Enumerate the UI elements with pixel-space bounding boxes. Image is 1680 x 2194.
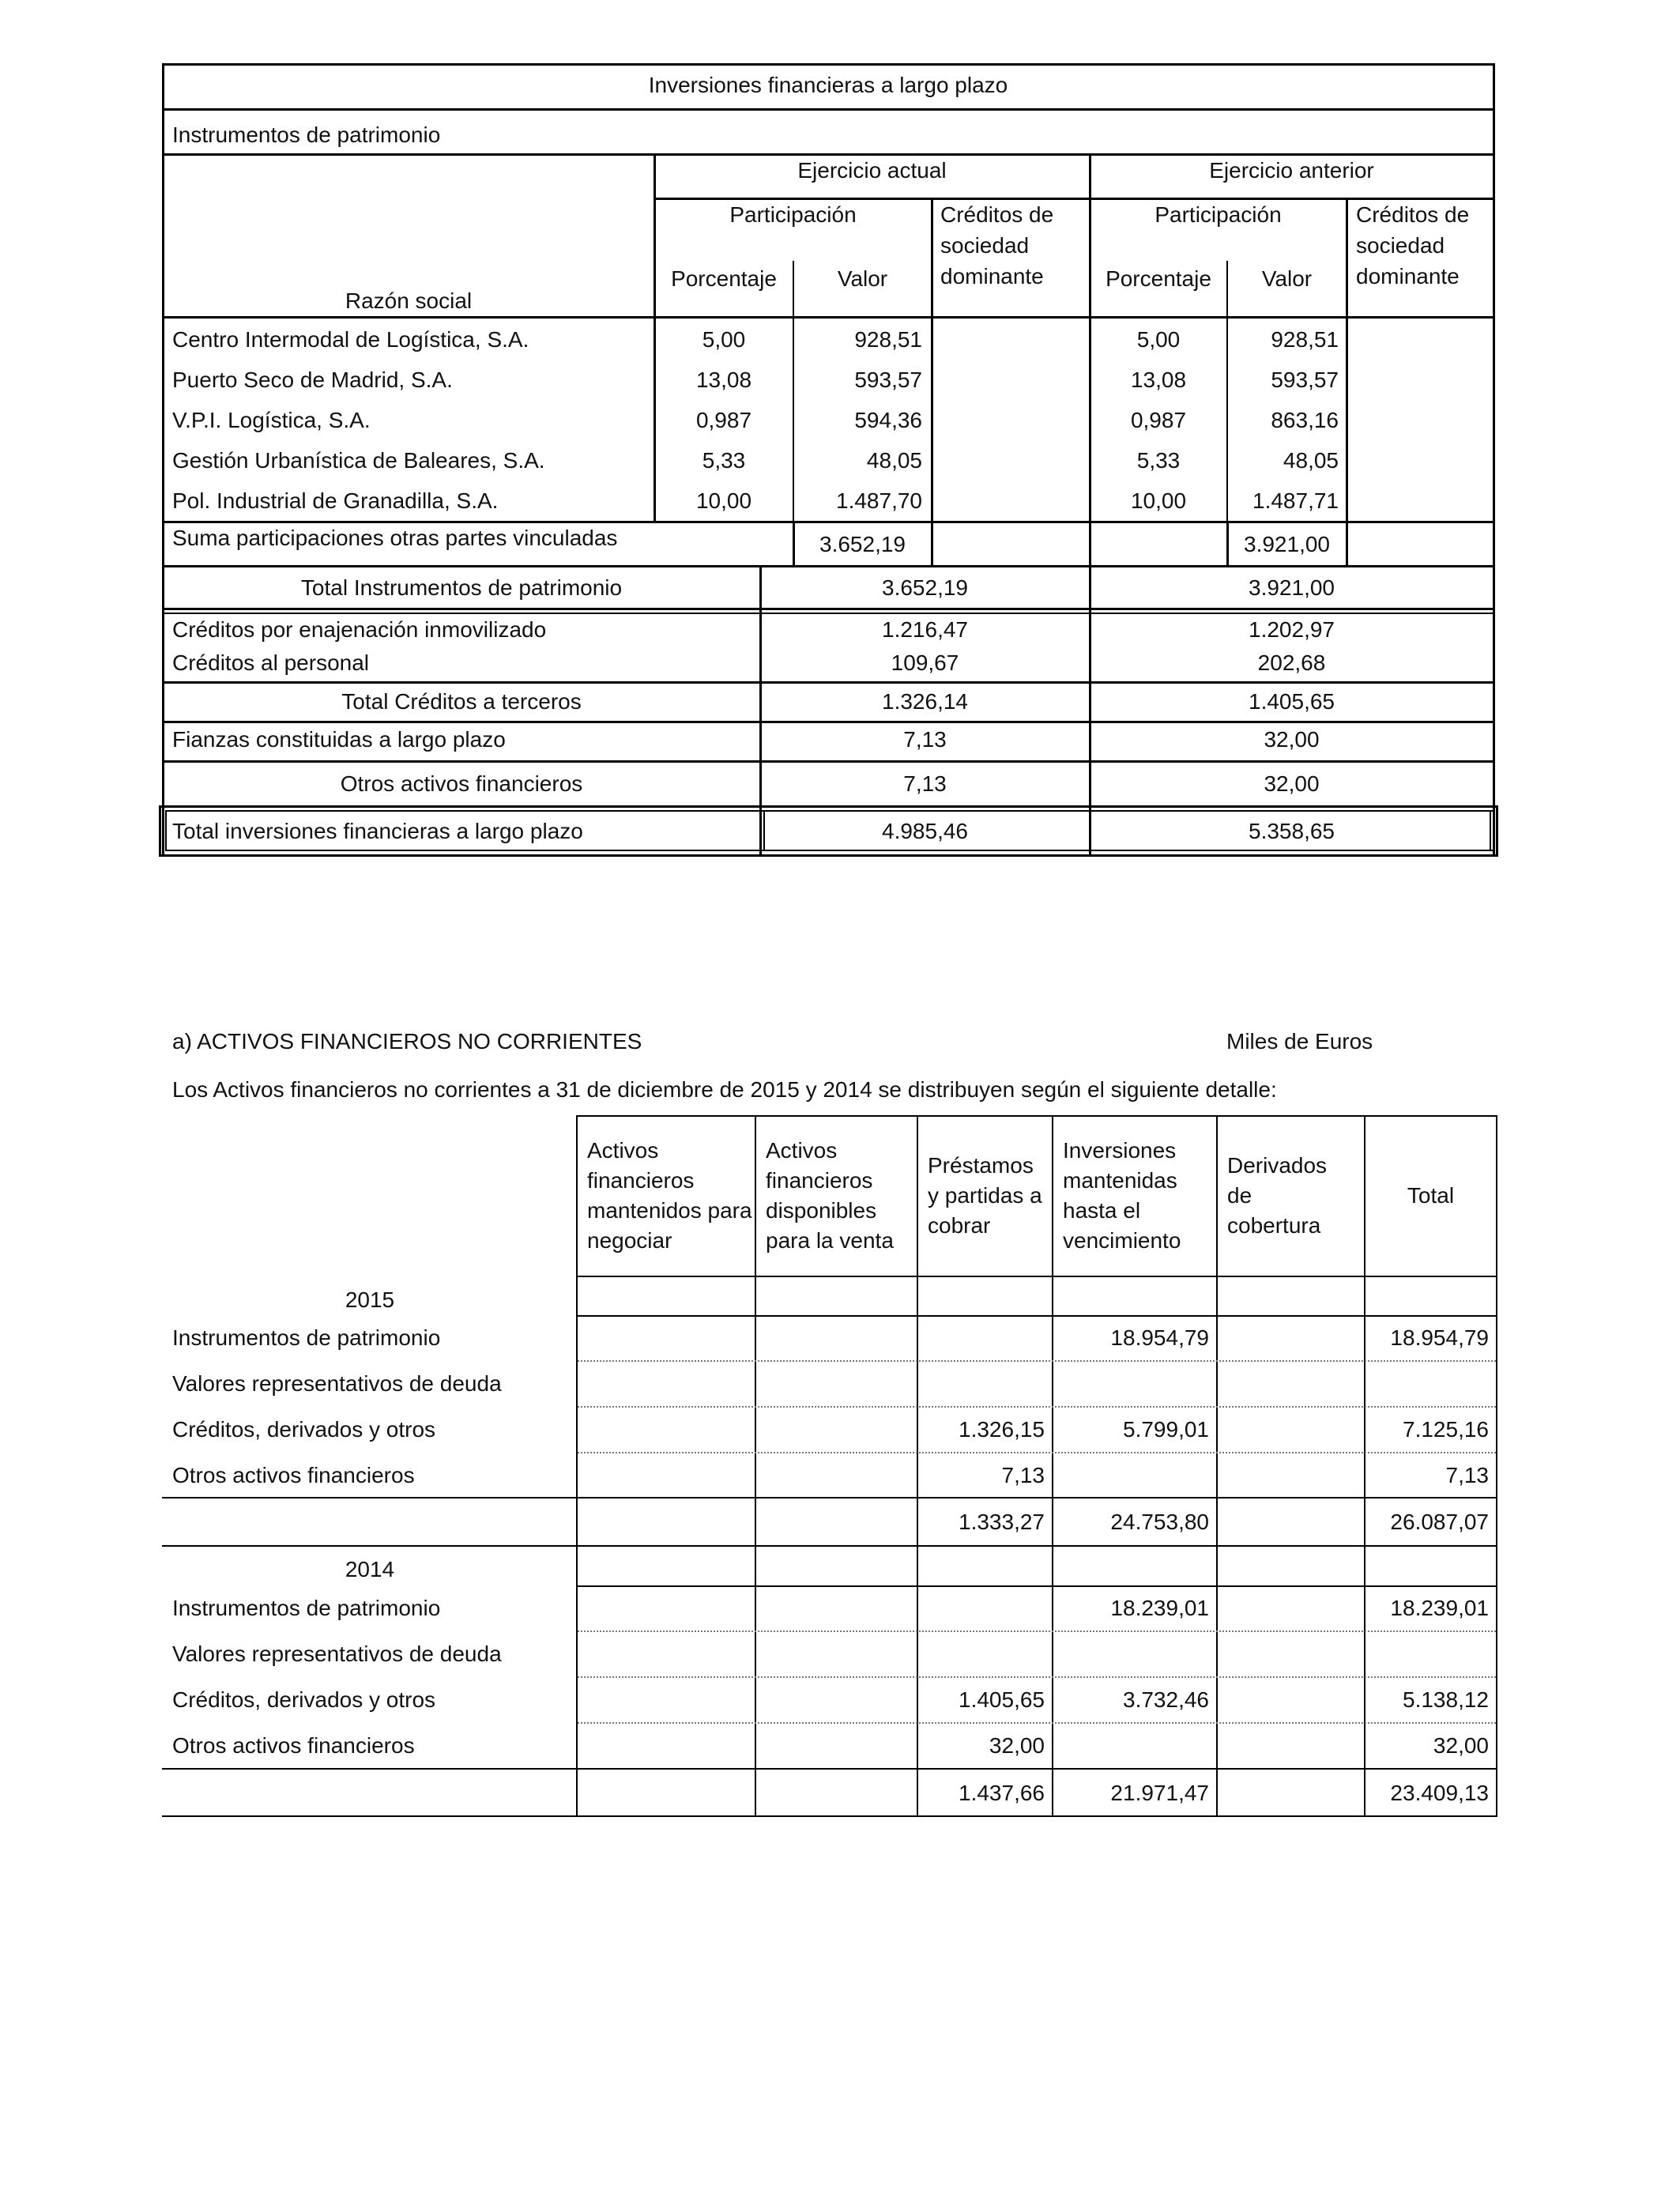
cred-enaj-actual: 1.216,47 [882, 617, 968, 642]
total-instr-actual: 3.652,19 [882, 575, 968, 600]
otros-label: Otros activos financieros [340, 771, 583, 796]
header-participacion-actual: Participación [729, 202, 857, 227]
row-val-anterior: 1.487,71 [1252, 488, 1339, 513]
cell-total: 5.138,12 [1403, 1687, 1489, 1712]
header-total: Total [1407, 1183, 1455, 1208]
total-cred-anterior: 1.405,65 [1249, 689, 1335, 714]
total-2015-inversiones: 24.753,80 [1110, 1510, 1209, 1534]
header-porcentaje-anterior: Porcentaje [1106, 266, 1211, 291]
cell-prestamos: 1.326,15 [959, 1417, 1045, 1442]
row-pct-actual: 0,987 [695, 408, 752, 432]
header-valor-anterior: Valor [1261, 266, 1313, 291]
total-instr-label: Total Instrumentos de patrimonio [300, 575, 623, 600]
row-label: Otros activos financieros [172, 1733, 415, 1758]
header-prestamos: Préstamos y partidas a cobrar [928, 1153, 1042, 1238]
cell-total: 18.954,79 [1390, 1325, 1489, 1350]
row-label: Valores representativos de deuda [172, 1642, 502, 1666]
fianzas-label: Fianzas constituidas a largo plazo [172, 727, 506, 752]
row-label: Valores representativos de deuda [172, 1371, 502, 1396]
header-creditos-actual-1: Créditos de [940, 202, 1054, 227]
cell-total: 7,13 [1445, 1463, 1489, 1487]
suma-anterior: 3.921,00 [1244, 532, 1330, 556]
row-pct-actual: 13,08 [695, 368, 752, 392]
cell-total: 7.125,16 [1403, 1417, 1489, 1442]
row-name: Gestión Urbanística de Baleares, S.A. [172, 448, 545, 473]
total-lp-anterior: 5.358,65 [1249, 819, 1335, 843]
header-ejercicio-anterior: Ejercicio anterior [1209, 158, 1374, 183]
cred-pers-anterior: 202,68 [1257, 650, 1326, 675]
header-creditos-actual-2: sociedad [940, 233, 1030, 258]
row-pct-anterior: 5,00 [1136, 327, 1181, 352]
header-creditos-actual-3: dominante [940, 264, 1044, 288]
row-pct-anterior: 5,33 [1136, 448, 1181, 473]
row-pct-actual: 10,00 [695, 488, 752, 513]
cell-inversiones: 18.954,79 [1110, 1325, 1209, 1350]
fianzas-anterior: 32,00 [1264, 727, 1320, 752]
row-label: Otros activos financieros [172, 1463, 415, 1487]
header-valor-actual: Valor [837, 266, 888, 291]
total-2014-total: 23.409,13 [1390, 1781, 1489, 1805]
row-val-anterior: 593,57 [1271, 368, 1339, 392]
cell-inversiones: 3.732,46 [1123, 1687, 1209, 1712]
otros-actual: 7,13 [903, 771, 947, 796]
cell-prestamos: 7,13 [1001, 1463, 1045, 1487]
section-heading: a) ACTIVOS FINANCIEROS NO CORRIENTES [172, 1029, 642, 1054]
section-label: Instrumentos de patrimonio [172, 123, 441, 147]
row-name: Centro Intermodal de Logística, S.A. [172, 327, 529, 352]
suma-label: Suma participaciones otras partes vinculadas [172, 526, 618, 550]
row-val-actual: 1.487,70 [836, 488, 922, 513]
fianzas-actual: 7,13 [903, 727, 947, 752]
row-pct-actual: 5,00 [702, 327, 746, 352]
row-name: Pol. Industrial de Granadilla, S.A. [172, 488, 499, 513]
otros-anterior: 32,00 [1264, 771, 1320, 796]
row-pct-anterior: 0,987 [1130, 408, 1187, 432]
table-title: Inversiones financieras a largo plazo [648, 73, 1008, 97]
row-label: Créditos, derivados y otros [172, 1417, 436, 1442]
row-pct-anterior: 13,08 [1130, 368, 1187, 392]
cred-enaj-label: Créditos por enajenación inmovilizado [172, 617, 547, 642]
year-2014: 2014 [345, 1557, 395, 1581]
header-participacion-anterior: Participación [1155, 202, 1282, 227]
cell-total: 32,00 [1433, 1733, 1489, 1758]
total-cred-actual: 1.326,14 [882, 689, 968, 714]
row-val-actual: 48,05 [866, 448, 922, 473]
cell-total: 18.239,01 [1390, 1596, 1489, 1620]
row-val-actual: 928,51 [854, 327, 922, 352]
header-porcentaje-actual: Porcentaje [671, 266, 777, 291]
header-creditos-anterior-1: Créditos de [1356, 202, 1470, 227]
total-2014-prestamos: 1.437,66 [959, 1781, 1045, 1805]
row-name: V.P.I. Logística, S.A. [172, 408, 371, 432]
cred-pers-label: Créditos al personal [172, 650, 370, 675]
total-cred-label: Total Créditos a terceros [341, 689, 582, 714]
header-razon-social: Razón social [345, 288, 473, 313]
suma-actual: 3.652,19 [819, 532, 906, 556]
row-label: Créditos, derivados y otros [172, 1687, 436, 1712]
total-lp-label: Total inversiones financieras a largo plazo [172, 819, 583, 843]
header-ejercicio-actual: Ejercicio actual [797, 158, 947, 183]
row-val-actual: 594,36 [854, 408, 922, 432]
cell-inversiones: 5.799,01 [1123, 1417, 1209, 1442]
row-pct-anterior: 10,00 [1130, 488, 1187, 513]
row-val-anterior: 48,05 [1283, 448, 1339, 473]
header-derivados: Derivados de cobertura [1227, 1153, 1328, 1238]
intro-paragraph: Los Activos financieros no corrientes a 31 de diciembre de 2015 y 2014 se distribuyen según el siguiente detalle: [172, 1077, 1277, 1102]
total-2015-prestamos: 1.333,27 [959, 1510, 1045, 1534]
row-val-actual: 593,57 [854, 368, 922, 392]
cred-enaj-anterior: 1.202,97 [1249, 617, 1335, 642]
cell-inversiones: 18.239,01 [1110, 1596, 1209, 1620]
total-2014-inversiones: 21.971,47 [1110, 1781, 1209, 1805]
row-label: Instrumentos de patrimonio [172, 1325, 441, 1350]
cred-pers-actual: 109,67 [891, 650, 959, 675]
row-name: Puerto Seco de Madrid, S.A. [172, 368, 453, 392]
header-creditos-anterior-2: sociedad [1356, 233, 1445, 258]
header-inversiones-vencimiento: Inversiones mantenidas hasta el vencimiento [1063, 1138, 1181, 1253]
header-creditos-anterior-3: dominante [1356, 264, 1460, 288]
row-label: Instrumentos de patrimonio [172, 1596, 441, 1620]
header-disponibles-venta: Activos financieros disponibles para la venta [766, 1138, 894, 1253]
total-lp-actual: 4.985,46 [882, 819, 968, 843]
cell-prestamos: 32,00 [989, 1733, 1045, 1758]
cell-prestamos: 1.405,65 [959, 1687, 1045, 1712]
row-val-anterior: 863,16 [1271, 408, 1339, 432]
total-2015-total: 26.087,07 [1390, 1510, 1489, 1534]
units-label: Miles de Euros [1226, 1029, 1373, 1054]
row-pct-actual: 5,33 [702, 448, 746, 473]
row-val-anterior: 928,51 [1271, 327, 1339, 352]
header-mantenidos-negociar: Activos financieros mantenidos para negociar [587, 1138, 752, 1253]
year-2015: 2015 [345, 1287, 395, 1312]
total-instr-anterior: 3.921,00 [1249, 575, 1335, 600]
